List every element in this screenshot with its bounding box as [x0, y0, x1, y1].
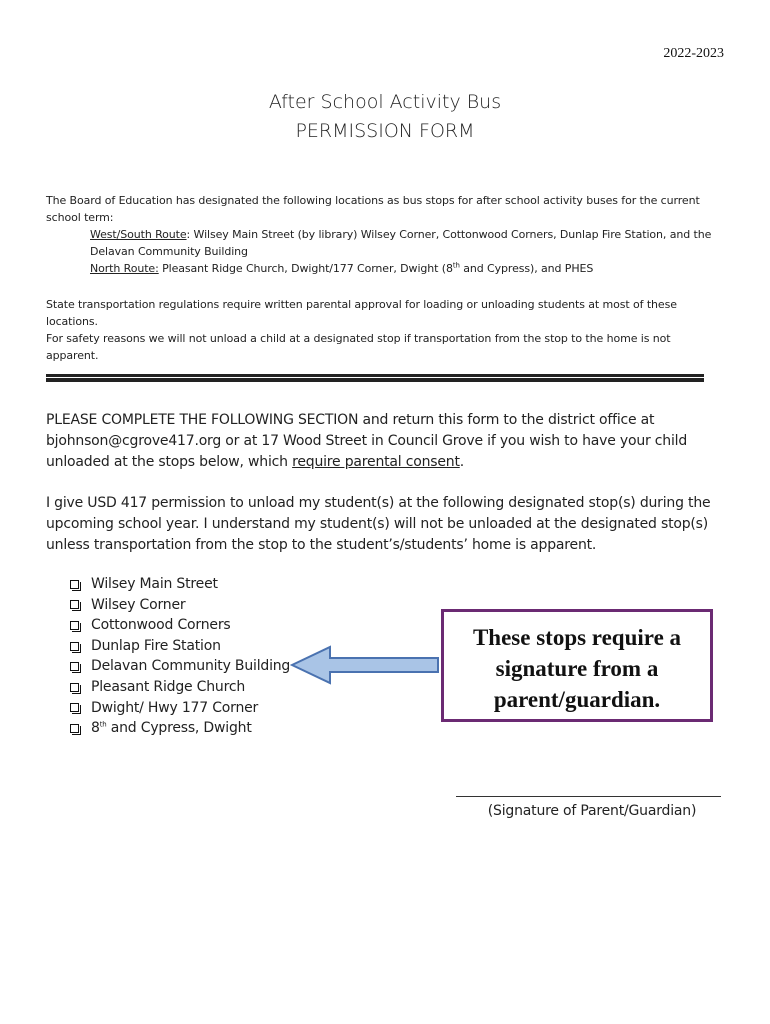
north-route-sup: th — [452, 261, 460, 270]
title-line-2: PERMISSION FORM — [295, 120, 475, 142]
stop-label: Delavan Community Building — [91, 658, 291, 675]
intro-section — [46, 192, 726, 277]
stop-label-rest: and Cypress, Dwight — [106, 720, 252, 737]
stop-item[interactable] — [70, 574, 290, 595]
stop-item[interactable] — [70, 718, 290, 739]
title-line-1: After School Activity Bus — [268, 91, 502, 113]
instructions-paragraph — [46, 410, 730, 473]
checkbox[interactable] — [70, 621, 79, 630]
stop-label: Dwight/ Hwy 177 Corner — [91, 699, 259, 716]
stop-label-sup: th — [99, 720, 107, 729]
stop-item[interactable] — [70, 656, 290, 677]
stop-item[interactable] — [70, 615, 290, 636]
school-year: 2022-2023 — [663, 46, 724, 61]
parental-consent-text: require parental consent — [292, 454, 460, 470]
instructions-end: . — [459, 454, 464, 470]
stop-item[interactable] — [70, 636, 290, 657]
stop-label-number: 8 — [91, 720, 100, 737]
intro-text: The Board of Education has designated the following locations as bus stops for after school activity buses for the current school term: — [46, 194, 700, 224]
signature-line[interactable] — [456, 796, 721, 797]
instructions-text: PLEASE COMPLETE THE FOLLOWING SECTION and return this form to the district office at bjohnson@cgrove417.org or at 17 Wood Street in Council Grove if you wish to have your child unloaded at the stops below, which — [46, 412, 688, 470]
north-route — [46, 260, 726, 277]
stop-label: Wilsey Corner — [91, 596, 186, 613]
stop-label: Wilsey Main Street — [91, 576, 218, 592]
stop-label: Pleasant Ridge Church — [91, 678, 246, 695]
checkbox[interactable] — [70, 703, 79, 712]
stops-checklist — [70, 574, 290, 739]
checkbox[interactable] — [70, 724, 79, 733]
west-south-route-stops: : Wilsey Main Street (by library) Wilsey Corner, Cottonwood Corners, Dunlap Fire Station, and the Delavan Community Building — [90, 228, 712, 258]
checkbox[interactable] — [70, 662, 79, 671]
stop-item[interactable] — [70, 595, 290, 616]
stop-item[interactable] — [70, 698, 290, 719]
permission-paragraph: I give USD 417 permission to unload my student(s) at the following designated stop(s) during the upcoming school year. I understand my student(s) will not be unloaded at the designated stop(s) unless transportation from the stop to the student’s/students’ home is apparent. — [46, 495, 711, 553]
checkbox[interactable] — [70, 683, 79, 692]
stop-label — [91, 718, 252, 739]
left-arrow-icon — [290, 644, 442, 686]
checkbox[interactable] — [70, 580, 79, 589]
north-route-label: North Route: — [90, 262, 159, 275]
state-regulation-note: State transportation regulations require written parental approval for loading or unloading students at most of these locations. — [46, 298, 677, 328]
north-route-stops-b: and Cypress), and PHES — [459, 262, 594, 275]
stop-label: Cottonwood Corners — [91, 617, 231, 634]
west-south-route-label: West/South Route — [90, 228, 187, 241]
signature-label: (Signature of Parent/Guardian) — [487, 803, 697, 819]
checkbox[interactable] — [70, 642, 79, 651]
safety-note: For safety reasons we will not unload a child at a designated stop if transportation from the stop to the home is not apparent. — [46, 332, 671, 362]
section-divider — [46, 374, 704, 382]
north-route-stops-a: Pleasant Ridge Church, Dwight/177 Corner, Dwight (8 — [158, 262, 453, 275]
signature-required-callout: These stops require a signature from a parent/guardian. — [441, 609, 713, 722]
stop-label: Dunlap Fire Station — [91, 637, 221, 654]
form-title — [0, 88, 770, 146]
stop-item[interactable] — [70, 677, 290, 698]
checkbox[interactable] — [70, 600, 79, 609]
west-south-route — [46, 226, 726, 260]
